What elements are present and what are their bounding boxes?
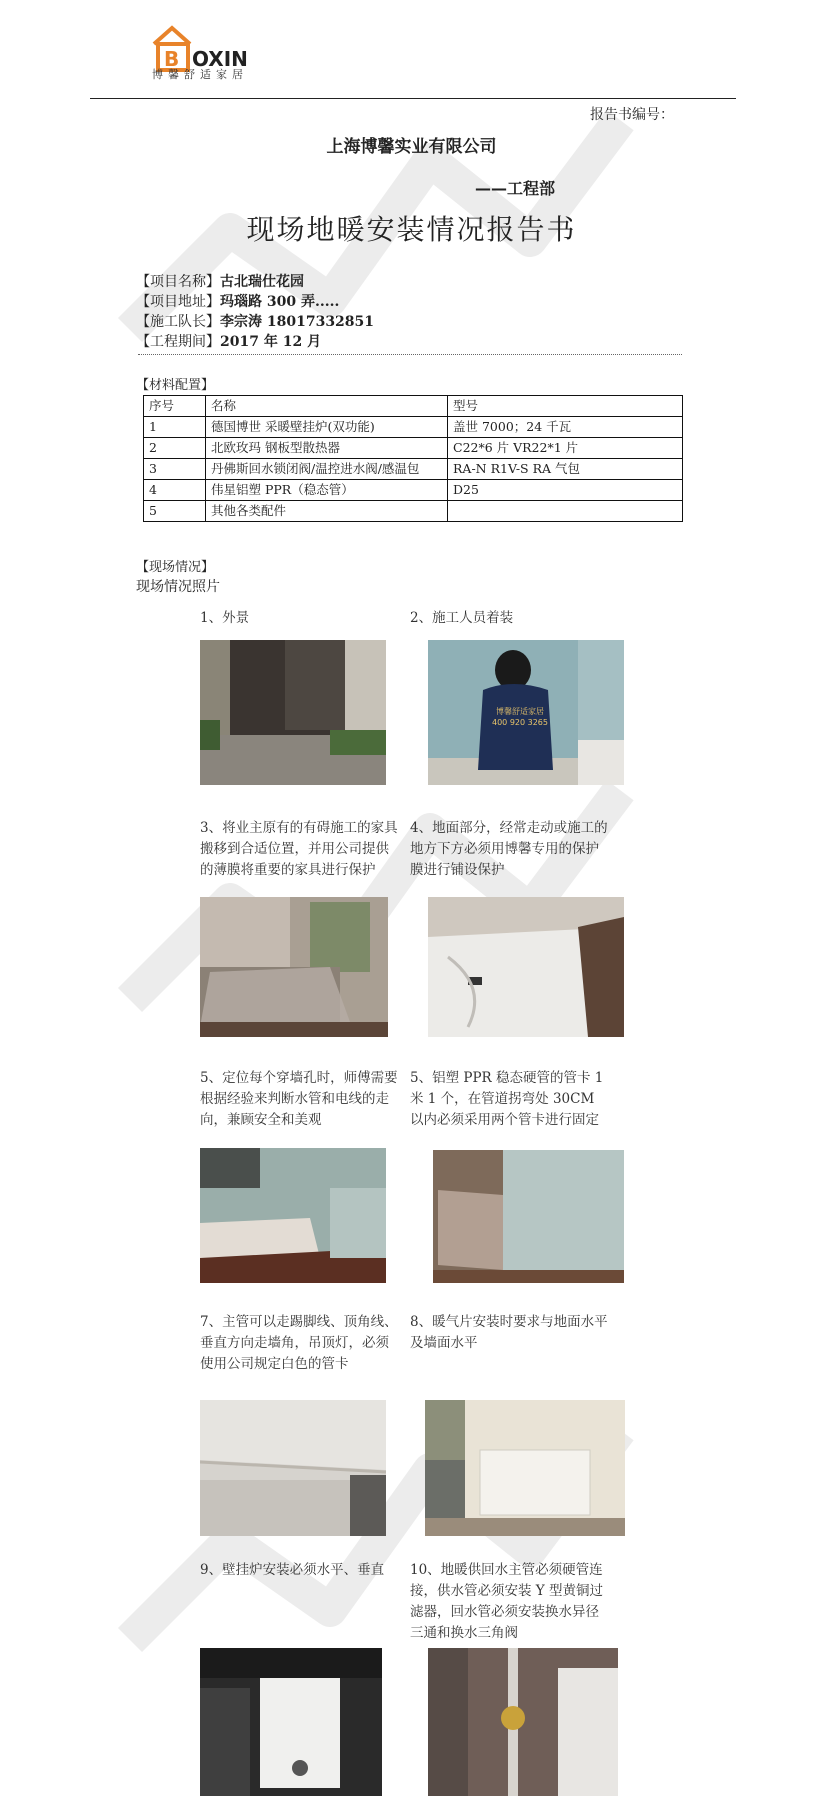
- jacket-print: 博馨舒适家居 400 920 3265: [492, 707, 548, 727]
- cell: 丹佛斯回水锁闭阀/温控进水阀/感温包: [206, 459, 448, 480]
- caption-4: 4、地面部分，经常走动或施工的地方下方必须用博馨专用的保护膜进行铺设保护: [410, 820, 608, 878]
- photo-wall-pipe: [433, 1150, 624, 1283]
- photo-floor-protection: [428, 897, 624, 1037]
- photo-radiator: [425, 1400, 625, 1536]
- photo-exterior: [200, 640, 386, 785]
- col-header: 名称: [206, 396, 448, 417]
- site-title: 【现场情况】: [136, 560, 215, 575]
- info-project-address: 【项目地址】玛瑙路 300 弄.....: [136, 294, 340, 310]
- materials-table: [143, 395, 683, 522]
- table-row: [144, 438, 683, 459]
- cell: 4: [144, 480, 206, 501]
- info-project-period: 【工程期间】2017 年 12 月: [136, 334, 322, 350]
- site-subtitle: 现场情况照片: [136, 579, 220, 595]
- cell: [448, 501, 683, 522]
- divider-dotted: [138, 354, 682, 355]
- photo-bedroom: [200, 1148, 386, 1283]
- caption-7: 7、主管可以走踢脚线、顶角线、垂直方向走墙角，吊顶灯，必须使用公司规定白色的管卡: [200, 1314, 398, 1372]
- photo-worker: [428, 640, 624, 785]
- company-name: 上海博馨实业有限公司: [326, 137, 497, 157]
- caption-5: 5、定位每个穿墙孔时，师傅需要根据经验来判断水管和电线的走向，兼顾安全和美观: [200, 1070, 398, 1128]
- svg-text:OXIN: OXIN: [192, 47, 248, 71]
- col-header: 型号: [448, 396, 683, 417]
- photo-ceiling-pipe: [200, 1400, 386, 1536]
- cell: 2: [144, 438, 206, 459]
- cell: RA-N R1V-S RA 气包: [448, 459, 683, 480]
- header-rule: [90, 98, 736, 99]
- table-row: [144, 501, 683, 522]
- col-header: 序号: [144, 396, 206, 417]
- svg-text:B: B: [164, 47, 180, 71]
- caption-10: 10、地暖供回水主管必须硬管连接，供水管必须安装 Y 型黄铜过滤器，回水管必须安装换水异径三通和换水三角阀: [410, 1562, 603, 1641]
- caption-1: 1、外景: [200, 610, 250, 626]
- photo-manifold: [428, 1648, 618, 1796]
- caption-8: 8、暖气片安装时要求与地面水平及墙面水平: [410, 1314, 608, 1351]
- cell: D25: [448, 480, 683, 501]
- cell: 伟星铝塑 PPR（稳态管）: [206, 480, 448, 501]
- logo-subtitle: 博馨舒适家居: [152, 68, 248, 81]
- caption-6: 5、铝塑 PPR 稳态硬管的管卡 1米 1 个，在管道拐弯处 30CM 以内必须采用两个管卡进行固定: [410, 1070, 604, 1128]
- department: ——工程部: [475, 179, 556, 198]
- cell: 北欧玫玛 钢板型散热器: [206, 438, 448, 459]
- table-row: [144, 480, 683, 501]
- photo-boiler: [200, 1648, 382, 1796]
- cell: 1: [144, 417, 206, 438]
- cell: 其他各类配件: [206, 501, 448, 522]
- table-row: [144, 459, 683, 480]
- cell: 5: [144, 501, 206, 522]
- info-project-name: 【项目名称】古北瑞仕花园: [136, 274, 304, 290]
- caption-9: 9、壁挂炉安装必须水平、垂直: [200, 1562, 385, 1578]
- cell: 德国博世 采暖壁挂炉(双功能): [206, 417, 448, 438]
- cell: C22*6 片 VR22*1 片: [448, 438, 683, 459]
- caption-2: 2、施工人员着装: [410, 610, 514, 626]
- info-team-leader: 【施工队长】李宗涛 18017332851: [136, 314, 375, 330]
- caption-3: 3、将业主原有的有碍施工的家具搬移到合适位置，并用公司提供的薄膜将重要的家具进行保护: [200, 820, 398, 878]
- table-header-row: [144, 396, 683, 417]
- report-number-label: 报告书编号：: [590, 107, 674, 123]
- cell: 3: [144, 459, 206, 480]
- photo-furniture-covered: [200, 897, 388, 1037]
- report-title: 现场地暖安装情况报告书: [246, 213, 577, 246]
- materials-title: 【材料配置】: [136, 378, 215, 393]
- cell: 盖世 7000；24 千瓦: [448, 417, 683, 438]
- table-row: [144, 417, 683, 438]
